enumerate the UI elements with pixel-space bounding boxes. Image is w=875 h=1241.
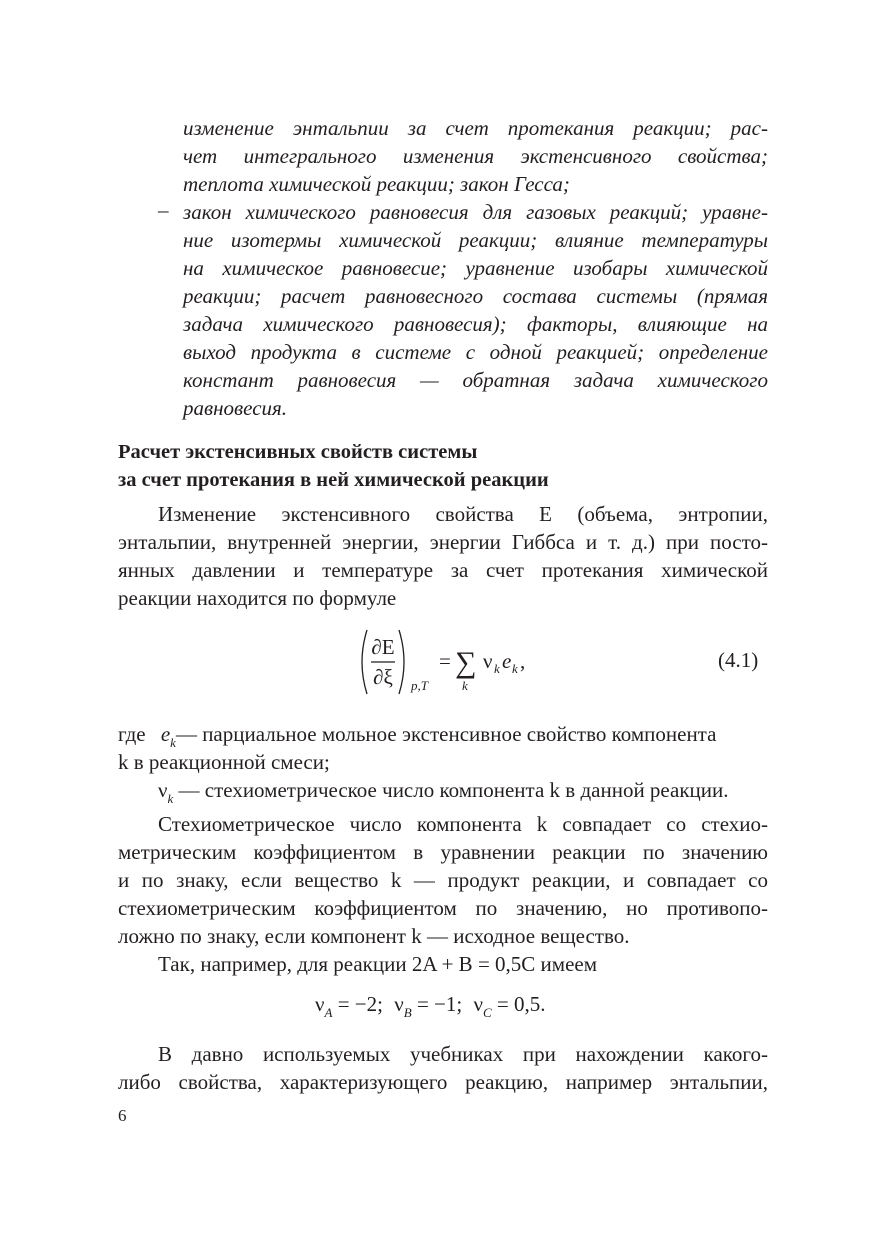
page-number: 6 [118,1106,127,1125]
formula-nu: ν [483,649,493,673]
list-line: ние изотермы химической реакции; влияние температуры [183,228,768,252]
formula-e: e [502,649,512,673]
paragraph-line: и по знаку, если вещество k — продукт реакции, и совпадает со [118,868,768,892]
list-line: на химическое равновесие; уравнение изобары химической [183,256,768,280]
nu-b-sub: B [403,1005,412,1020]
list-line: выход продукта в системе с одной реакцией; определение [183,340,768,364]
where-symbol-nu-sub: k [167,791,174,806]
formula-e-sub: k [512,661,518,676]
paragraph-line: Изменение экстенсивного свойства E (объема, энтропии, [158,502,768,526]
where-line-3 [158,776,729,807]
where-text-3: — стехиометрическое число компонента k в данной реакции. [178,778,729,802]
list-line: теплота химической реакции; закон Гесса; [183,172,570,196]
where-text-1: — парциальное мольное экстенсивное свойство компонента [175,722,717,746]
list-line: изменение энтальпии за счет протекания реакции; рас- [183,116,768,140]
formula-graphic [355,626,555,698]
list-line: констант равновесия — обратная задача химического [183,368,768,392]
nu-a-val: = −2; [337,992,383,1016]
paragraph-line: В давно используемых учебниках при нахождении какого- [158,1042,768,1066]
formula-nu-sub: k [494,661,500,676]
paragraph-line: либо свойства, характеризующего реакцию, например энтальпии, [118,1070,768,1094]
paragraph-line: янных давлении и температуре за счет протекания химической [118,558,768,582]
nu-b-val: = −1; [416,992,463,1016]
paragraph-line: Стехиометрическое число компонента k совпадает со стехио- [158,812,768,836]
nu-a-sub: A [324,1005,333,1020]
where-symbol-e-sub: k [170,735,176,750]
left-paren [362,630,367,694]
formula-sum: ∑ [455,646,477,679]
nu-b: ν [394,992,404,1016]
section-title-line-2: за счет протекания в ней химической реакции [118,469,549,491]
formula-denominator: ∂ξ [373,665,393,689]
formula-comma: , [520,649,526,673]
where-prefix: где [118,722,146,746]
paragraph-line: метрическим коэффициентом в уравнении реакции по значению [118,840,768,864]
formula-equals: = [439,649,451,673]
paragraph-line: энтальпии, внутренней энергии, энергии Гиббса и т. д.) при посто- [118,530,768,554]
where-line-2: k в реакционной смеси; [118,750,330,774]
formula-4-1 [355,626,555,698]
list-line: задача химического равновесия); факторы, влияющие на [183,312,768,336]
formula-numerator: ∂E [371,635,395,659]
formula-subscript: p,T [411,678,428,693]
paragraph-line: реакции находится по формуле [118,586,397,610]
example-line: Так, например, для реакции 2A + B = 0,5C имеем [158,952,598,976]
list-line: реакции; расчет равновесного состава системы (прямая [183,284,768,308]
paragraph-line: стехиометрическим коэффициентом по значению, но противопо- [118,896,768,920]
where-symbol-nu: ν [158,778,168,802]
where-symbol-e: e [160,722,171,746]
nu-c-val: = 0,5. [496,992,546,1016]
nu-c: ν [473,992,483,1016]
list-line: чет интегрального изменения экстенсивного свойства; [183,144,768,168]
equation-number: (4.1) [718,648,759,672]
right-paren [399,630,404,694]
nu-a: ν [315,992,325,1016]
nu-c-sub: C [482,1005,492,1020]
list-bullet: – [158,198,169,222]
example-formula [315,990,545,1021]
paragraph-line: ложно по знаку, если компонент k — исходное вещество. [118,924,630,948]
list-line: равновесия. [183,396,288,420]
formula-sum-index: k [462,678,468,693]
section-title-line-1: Расчет экстенсивных свойств системы [118,441,478,463]
list-line: закон химического равновесия для газовых реакций; уравне- [183,200,768,224]
where-line-1 [118,720,768,751]
